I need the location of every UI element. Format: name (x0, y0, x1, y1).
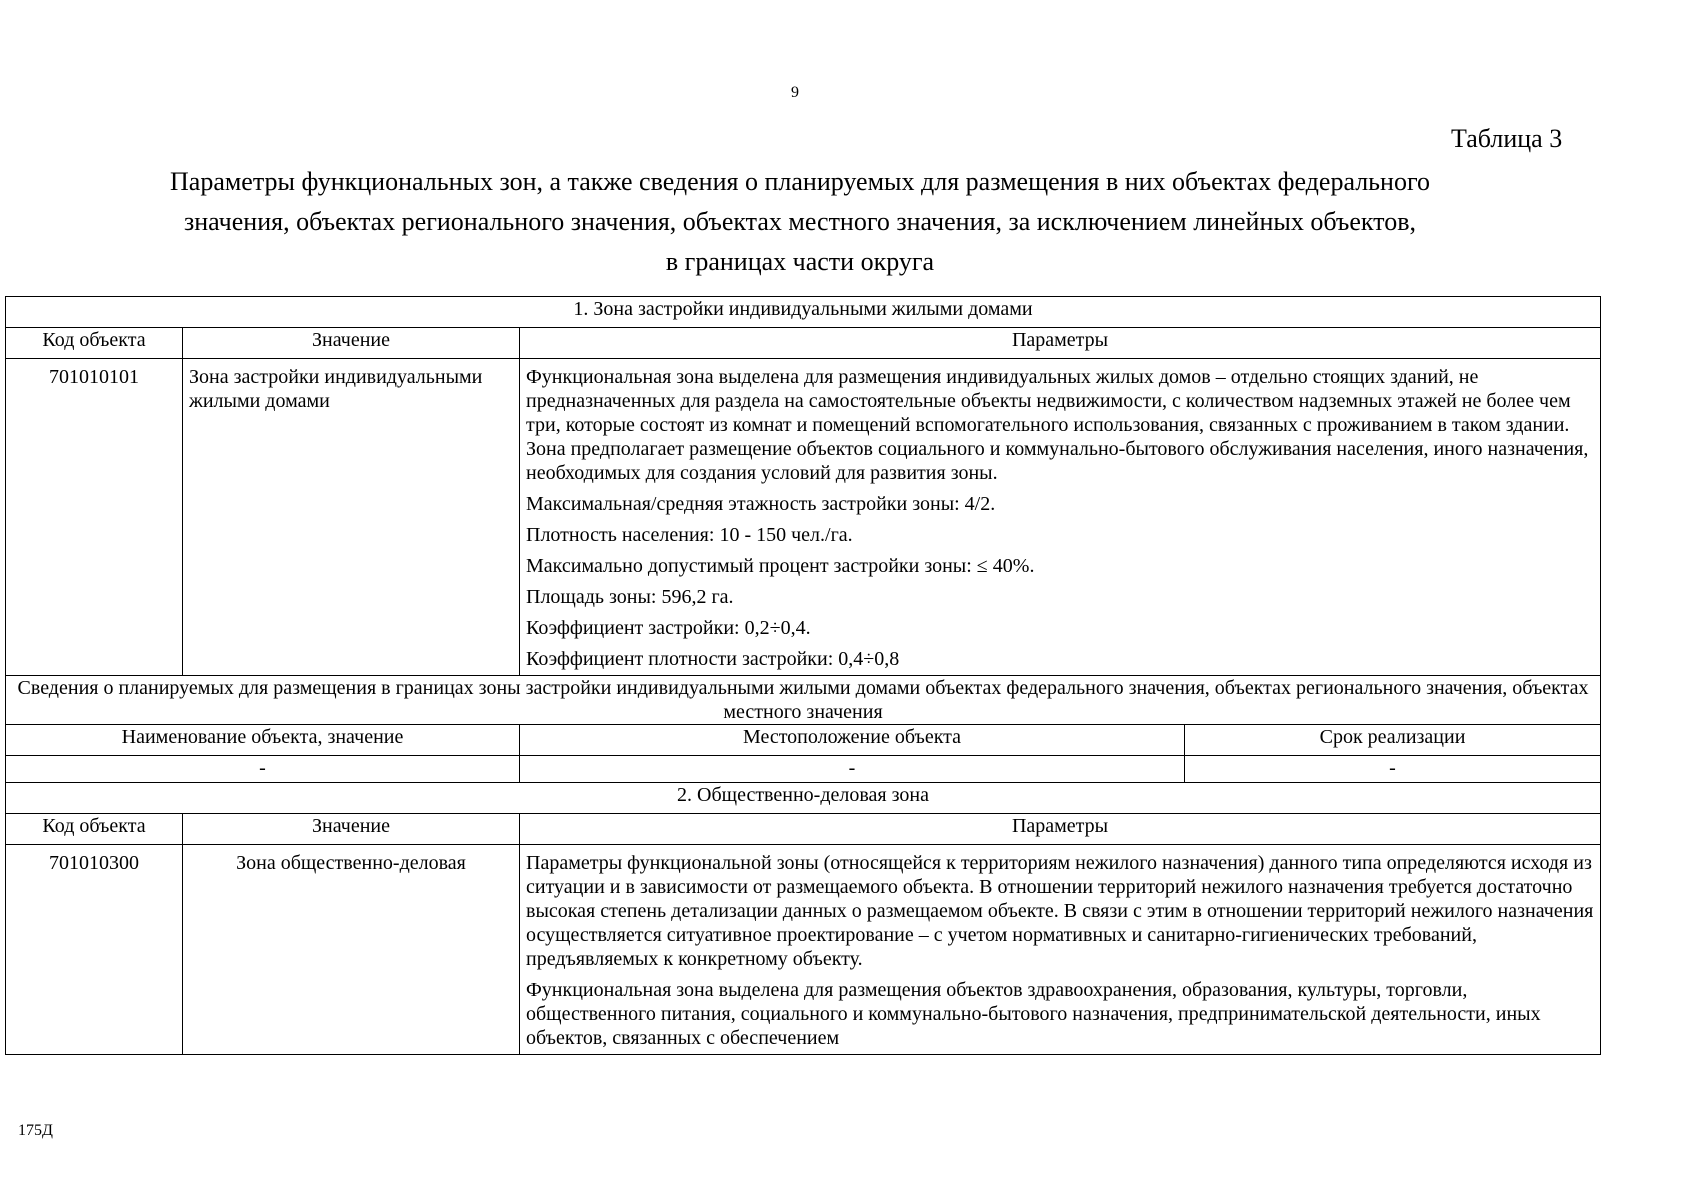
zone2-row (6, 845, 1601, 1055)
zone1-info-row (6, 756, 1601, 783)
zone1-section-header (6, 297, 1601, 328)
column-header-params: Параметры (520, 328, 1601, 359)
zone1-param-text: Коэффициент плотности застройки: 0,4÷0,8 (526, 648, 900, 670)
zone2-param-text: Параметры функциональной зоны (относящейся к территориям нежилого назначения) данного типа определяются исходя из ситуации и в зависимости от размещаемого объекта. В отношении территорий нежилого назначения требуется достаточно высокая степень детализации данных о размещаемом объекте. В связи с этим в отношении территорий нежилого назначения осуществляется ситуативное проектирование – с учетом нормативных и санитарно-гигиенических требований, предъявляемых к конкретному объекту. (526, 852, 1594, 970)
info-header-location: Местоположение объекта (520, 725, 1185, 756)
zone1-param-text: Площадь зоны: 596,2 га. (526, 586, 734, 608)
zone1-column-headers (6, 328, 1601, 359)
zone1-param-text: Функциональная зона выделена для размещения индивидуальных жилых домов – отдельно стоящих зданий, не предназначенных для раздела на самостоятельные объекты недвижимости, с количеством надземных этажей не более чем три, которые состоят из комнат и помещений вспомогательного использования, связанных с проживанием в таком здании. Зона предполагает размещение объектов социального и коммунально-бытового обслуживания населения, иного назначения, необходимых для создания условий для развития зоны. (526, 366, 1589, 484)
column-header-code: Код объекта (6, 814, 183, 845)
zone1-value: Зона застройки индивидуальными жилыми домами (183, 359, 520, 676)
zone2-value: Зона общественно-деловая (183, 845, 520, 1055)
info-header-term: Срок реализации (1185, 725, 1601, 756)
info-header-name: Наименование объекта, значение (6, 725, 520, 756)
zone1-param-text: Плотность населения: 10 - 150 чел./га. (526, 524, 853, 546)
zone2-param-text: Функциональная зона выделена для размещения объектов здравоохранения, образования, культуры, торговли, общественного питания, социального и коммунально-бытового назначения, предпринимательской деятельности, иных объектов, связанных с обеспечением (526, 979, 1541, 1049)
zone1-info-column-headers (6, 725, 1601, 756)
column-header-value: Значение (183, 814, 520, 845)
zone1-title: 1. Зона застройки индивидуальными жилыми домами (6, 297, 1601, 328)
table-label: Таблица 3 (1451, 124, 1563, 153)
footer-code: 175Д (18, 1122, 53, 1139)
title-line: Параметры функциональных зон, а также сведения о планируемых для размещения в них объектах федерального (170, 167, 1430, 196)
zone1-param-text: Максимально допустимый процент застройки зоны: ≤ 40%. (526, 555, 1035, 577)
info-cell-location: - (520, 756, 1185, 783)
zone2-column-headers (6, 814, 1601, 845)
zones-table (5, 296, 1601, 1055)
document-title (20, 162, 1580, 282)
page-number: 9 (791, 84, 799, 101)
zone1-param-text: Максимальная/средняя этажность застройки зоны: 4/2. (526, 493, 996, 515)
info-cell-name: - (6, 756, 520, 783)
column-header-code: Код объекта (6, 328, 183, 359)
zone1-code: 701010101 (6, 359, 183, 676)
zone1-row (6, 359, 1601, 676)
title-line: значения, объектах регионального значения, объектах местного значения, за исключением линейных объектов, (184, 207, 1416, 236)
info-cell-term: - (1185, 756, 1601, 783)
column-header-params: Параметры (520, 814, 1601, 845)
title-line: в границах части округа (665, 247, 935, 276)
zone1-params (520, 359, 1601, 676)
column-header-value: Значение (183, 328, 520, 359)
zone1-info-title: Сведения о планируемых для размещения в границах зоны застройки индивидуальными жилыми домами объектах федерального значения, объектах регионального значения, объектах местного значения (6, 676, 1601, 725)
zone2-section-header (6, 783, 1601, 814)
zone1-param-text: Коэффициент застройки: 0,2÷0,4. (526, 617, 811, 639)
zone2-params (520, 845, 1601, 1055)
zone2-title: 2. Общественно-деловая зона (6, 783, 1601, 814)
zone1-info-header (6, 676, 1601, 725)
zone2-code: 701010300 (6, 845, 183, 1055)
